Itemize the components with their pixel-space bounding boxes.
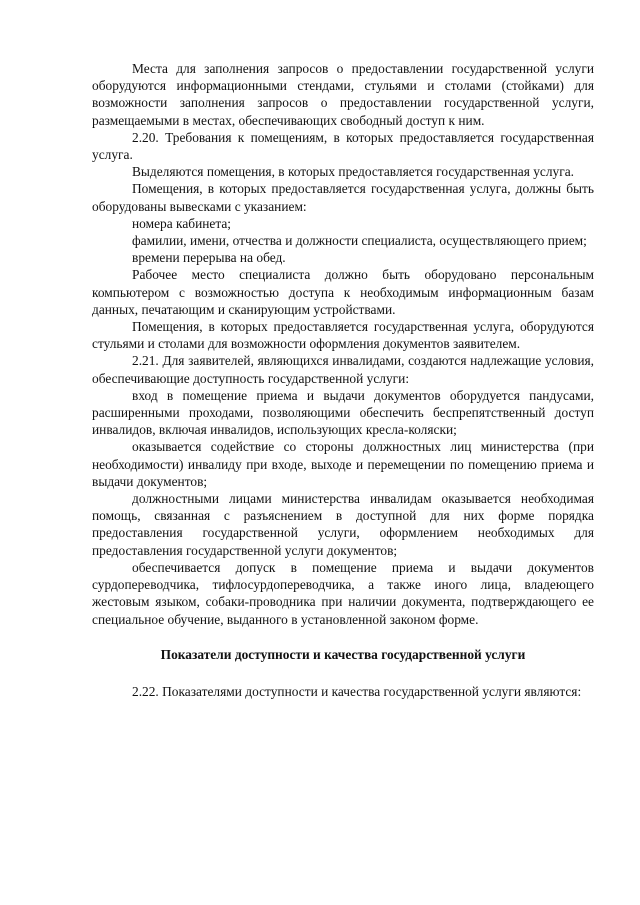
list-item-office-number: номера кабинета; bbox=[132, 215, 232, 231]
paragraph-signage: Помещения, в которых предоставляется государственная услуга, должны быть оборудованы вывесками с указанием: bbox=[92, 181, 594, 214]
list-item-interpreter-access: обеспечивается допуск в помещение приема и выдачи документов сурдопереводчика, тифлосурдопереводчика, а также иного лица, владеющего жестовым языком, собаки-проводника при наличии документа, подтверждающего ее специальное обучение, выданного в установленной законом форме. bbox=[92, 559, 594, 627]
paragraph-2-20: 2.20. Требования к помещениям, в которых предоставляется государственная услуга. bbox=[92, 129, 594, 163]
paragraph-furniture: Помещения, в которых предоставляется государственная услуга, оборудуются стульями и столами для возможности оформления документов заявителем. bbox=[92, 319, 594, 352]
list-item-ramps: вход в помещение приема и выдачи документов оборудуется пандусами, расширенными проходами, позволяющими обеспечить беспрепятственный доступ инвалидов, включая инвалидов, использующих кресла-коляски; bbox=[92, 387, 594, 438]
list-item-explanation-help: должностными лицами министерства инвалидам оказывается необходимая помощь, связанная с разъяснением в доступной для них форме порядка предоставления государственной услуги, оформлением необходимых для предоставления государственной услуги документов; bbox=[92, 491, 594, 558]
paragraph-2-21: 2.21. Для заявителей, являющихся инвалидами, создаются надлежащие условия, обеспечивающие доступность государственной услуги: bbox=[92, 353, 594, 386]
section-heading: Показатели доступности и качества государственной услуги bbox=[160, 646, 526, 662]
paragraph-workstation: Рабочее место специалиста должно быть оборудовано персональным компьютером с возможностью доступа к необходимым информационным базам данных, печатающим и сканирующим устройствами. bbox=[92, 267, 594, 317]
list-item-lunch-break: времени перерыва на обед. bbox=[132, 250, 286, 266]
list-item-specialist-name: фамилии, имени, отчества и должности специалиста, осуществляющего прием; bbox=[132, 233, 587, 249]
paragraph-rooms-allocated: Выделяются помещения, в которых предоставляется государственная услуга. bbox=[132, 164, 574, 180]
document-body bbox=[92, 60, 594, 700]
paragraph-workplaces: Места для заполнения запросов о предоставлении государственной услуги оборудуются информационными стендами, стульями и столами (стойками) для возможности заполнения запросов о предоставлении государственной услуги, размещаемыми в местах, обеспечивающих свободный доступ к ним. bbox=[92, 61, 594, 128]
list-item-assistance: оказывается содействие со стороны должностных лиц министерства (при необходимости) инвалиду при входе, выходе и перемещении по помещению приема и выдачи документов; bbox=[92, 439, 594, 489]
paragraph-2-22: 2.22. Показателями доступности и качества государственной услуги являются: bbox=[132, 683, 582, 699]
